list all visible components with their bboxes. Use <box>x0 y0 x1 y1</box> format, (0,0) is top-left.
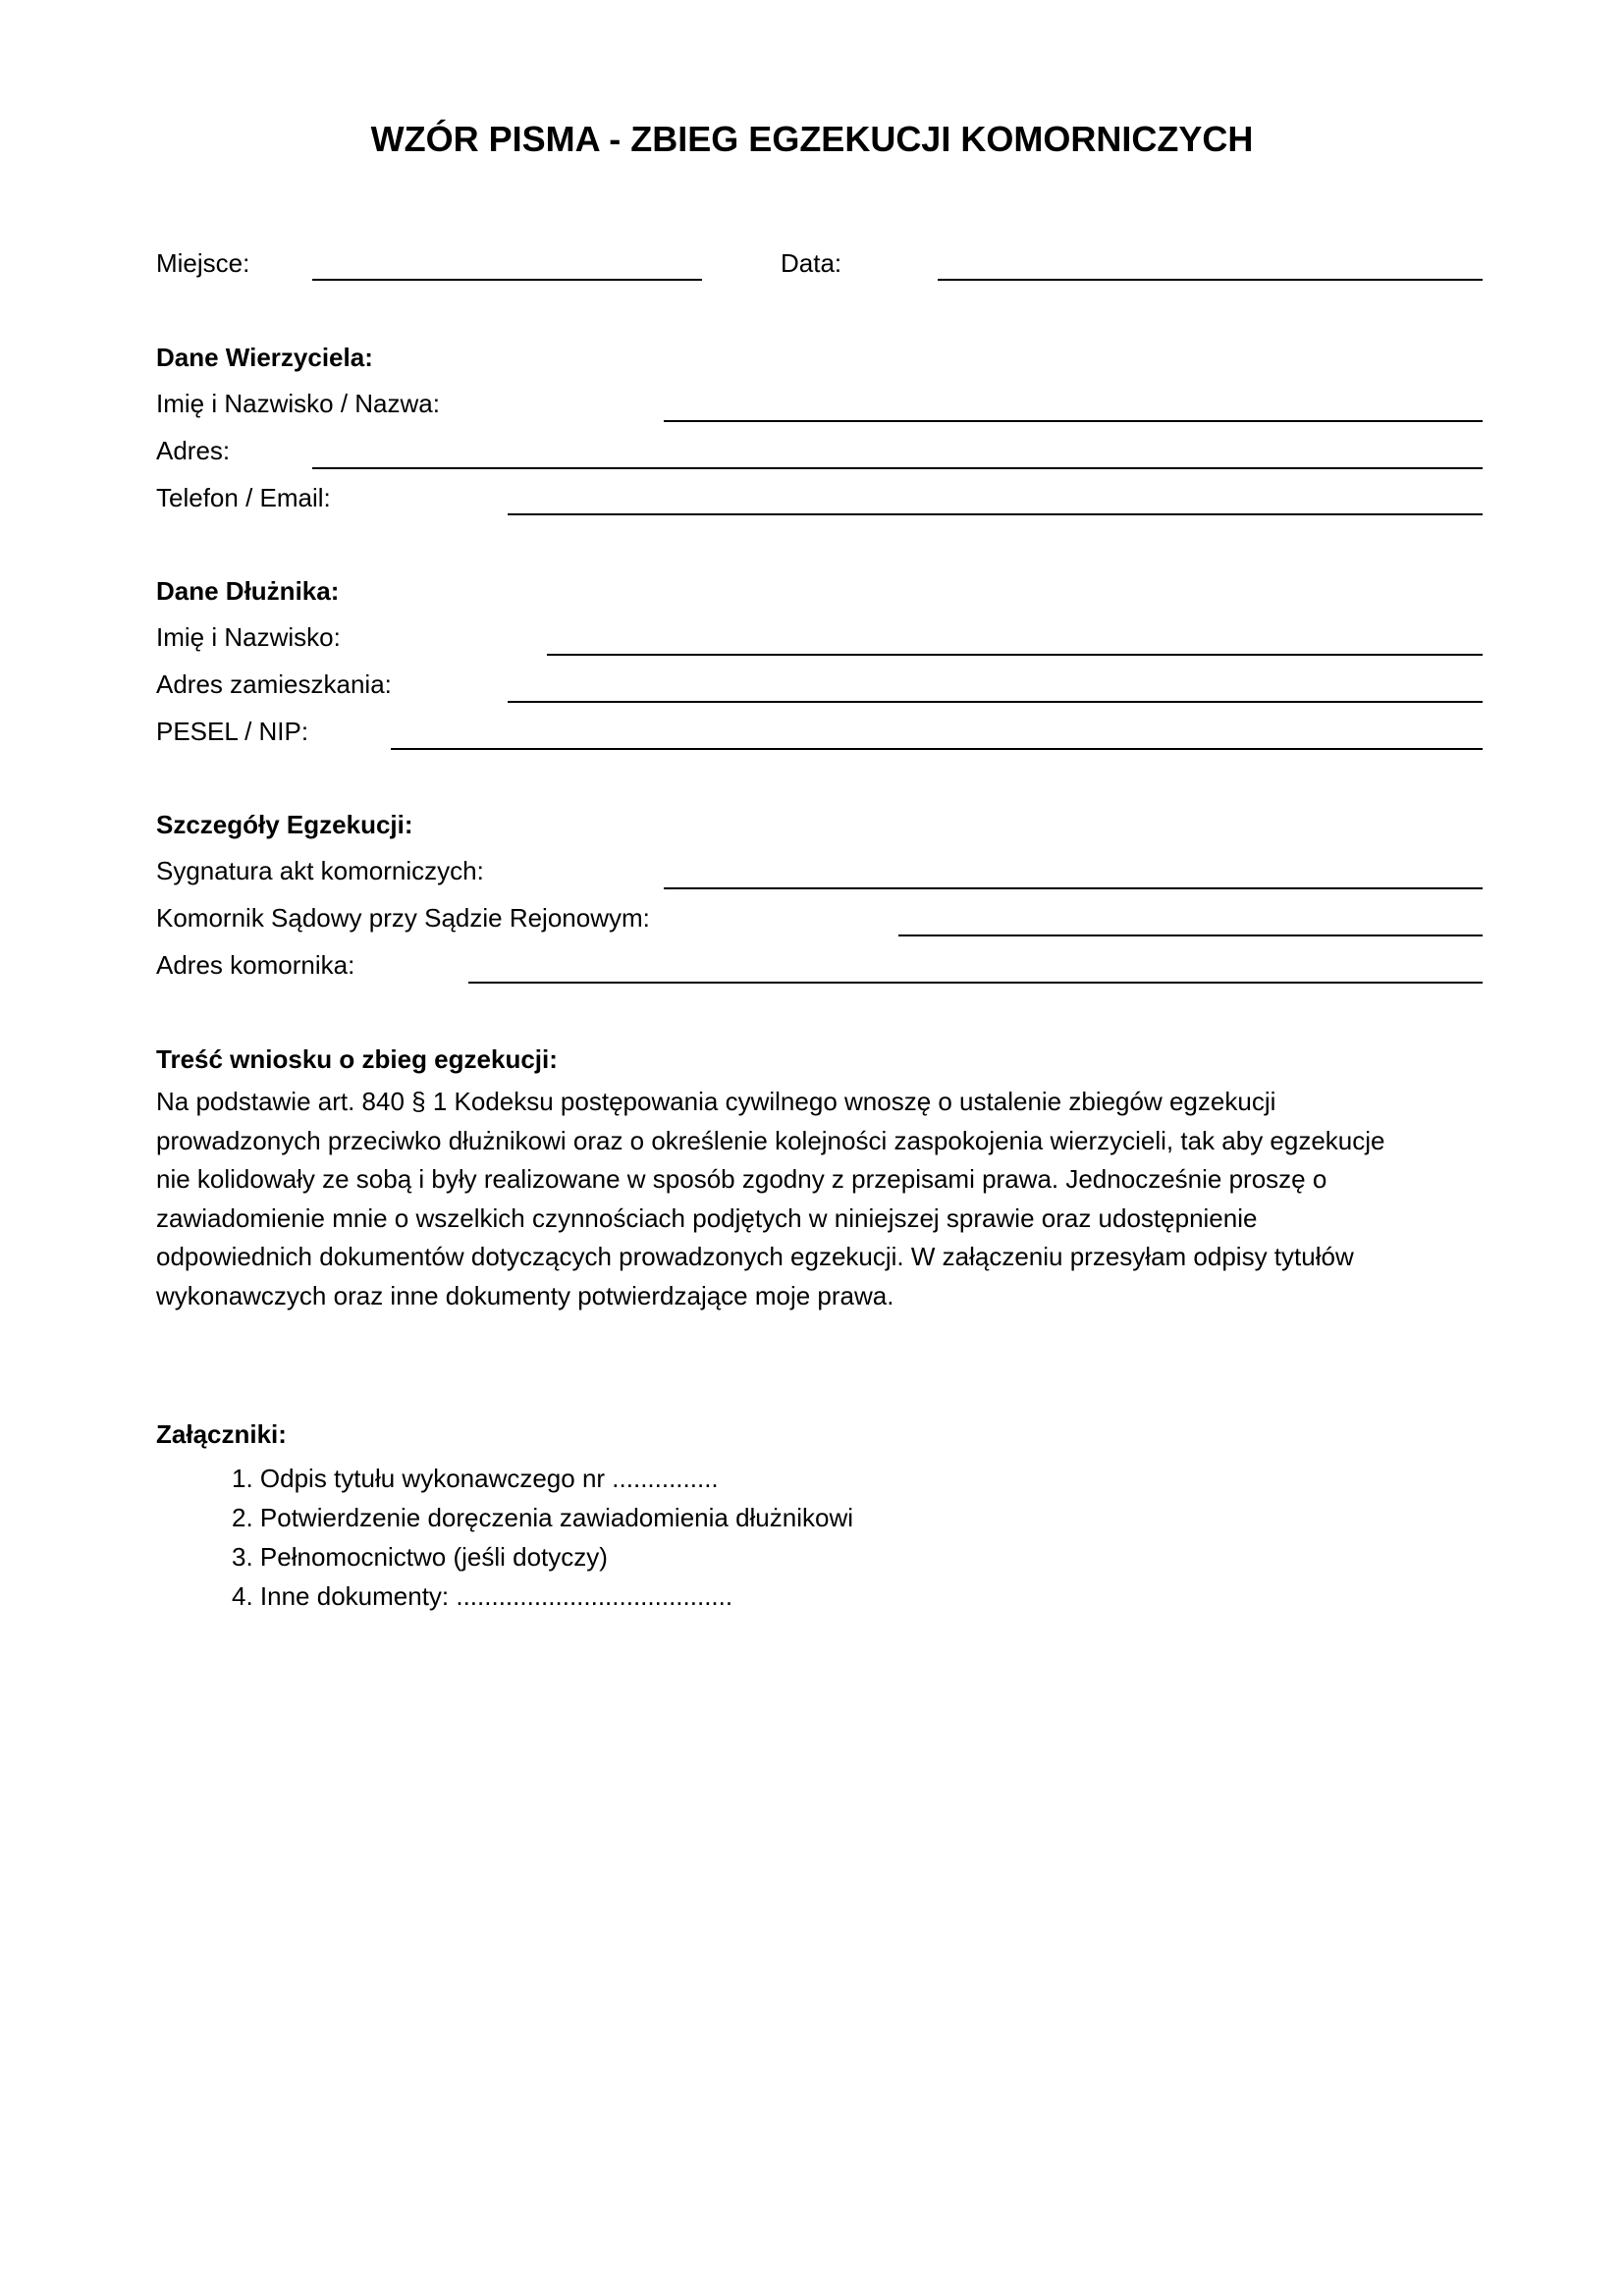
attachment-item: 4. Inne dokumenty: ....................................... <box>232 1581 733 1611</box>
creditor-contact-label: Telefon / Email: <box>156 483 331 512</box>
case-number-label: Sygnatura akt komorniczych: <box>156 856 484 885</box>
creditor-contact-field[interactable] <box>508 513 1483 515</box>
debtor-heading: Dane Dłużnika: <box>156 576 340 606</box>
creditor-name-label: Imię i Nazwisko / Nazwa: <box>156 389 440 418</box>
attachments-heading: Załączniki: <box>156 1419 287 1449</box>
bailiff-address-field[interactable] <box>468 982 1483 984</box>
debtor-name-label: Imię i Nazwisko: <box>156 622 341 652</box>
attachment-item: 3. Pełnomocnictwo (jeśli dotyczy) <box>232 1542 608 1572</box>
bailiff-label: Komornik Sądowy przy Sądzie Rejonowym: <box>156 903 650 933</box>
date-label: Data: <box>781 248 842 278</box>
debtor-address-label: Adres zamieszkania: <box>156 669 392 699</box>
debtor-id-label: PESEL / NIP: <box>156 717 309 746</box>
bailiff-address-label: Adres komornika: <box>156 950 355 980</box>
creditor-address-label: Adres: <box>156 436 231 465</box>
place-label: Miejsce: <box>156 248 250 278</box>
debtor-name-field[interactable] <box>547 654 1483 656</box>
enforcement-heading: Szczegóły Egzekucji: <box>156 810 413 839</box>
creditor-name-field[interactable] <box>664 420 1483 422</box>
place-field[interactable] <box>312 279 702 281</box>
creditor-address-field[interactable] <box>312 467 1483 469</box>
attachments-list <box>232 1459 853 1616</box>
debtor-address-field[interactable] <box>508 701 1483 703</box>
attachment-item: 1. Odpis tytułu wykonawczego nr ............... <box>232 1464 719 1493</box>
case-number-field[interactable] <box>664 887 1483 889</box>
document-title: WZÓR PISMA - ZBIEG EGZEKUCJI KOMORNICZYCH <box>370 119 1254 159</box>
attachment-item: 2. Potwierdzenie doręczenia zawiadomienia dłużnikowi <box>232 1503 854 1532</box>
request-heading: Treść wniosku o zbieg egzekucji: <box>156 1044 558 1074</box>
creditor-heading: Dane Wierzyciela: <box>156 343 373 372</box>
request-body: Na podstawie art. 840 § 1 Kodeksu postępowania cywilnego wnoszę o ustalenie zbiegów egzekucji prowadzonych przeciwko dłużnikowi oraz o określenie kolejności zaspokojenia wierzycieli, tak aby egzekucje nie kolidowały ze sobą i były realizowane w sposób zgodny z przepisami prawa. Jednocześnie proszę o zawiadomienie mnie o wszelkich czynnościach podjętych w niniejszej sprawie oraz udostępnienie odpowiednich dokumentów dotyczących prowadzonych egzekucji. W załączeniu przesyłam odpisy tytułów wykonawczych oraz inne dokumenty potwierdzające moje prawa. <box>156 1087 1385 1310</box>
date-field[interactable] <box>938 279 1483 281</box>
bailiff-field[interactable] <box>898 934 1483 936</box>
debtor-id-field[interactable] <box>391 748 1483 750</box>
